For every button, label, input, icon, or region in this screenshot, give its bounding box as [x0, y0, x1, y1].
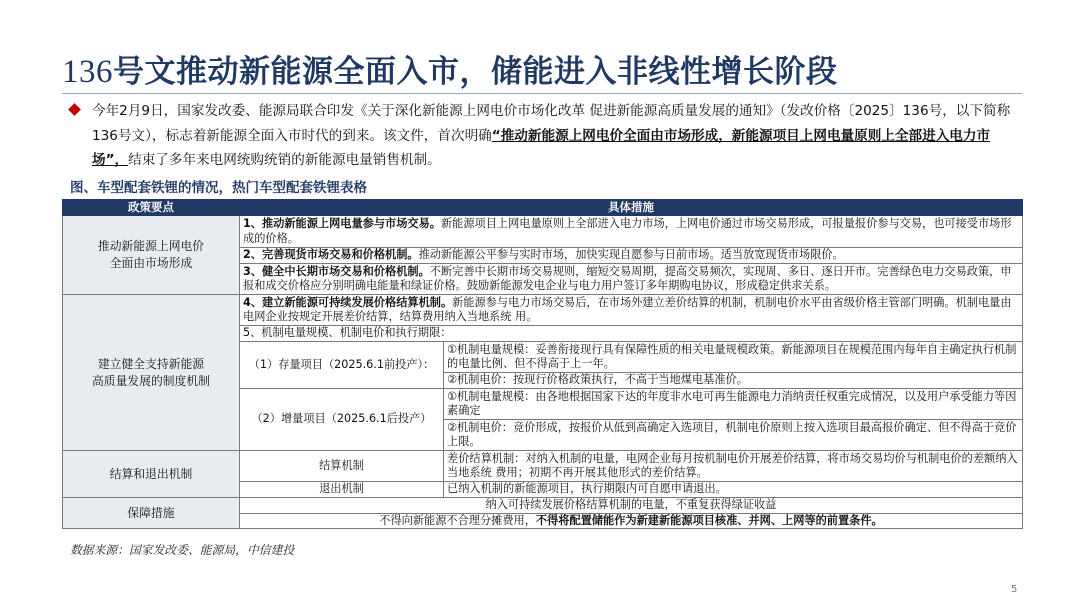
- table-row: [63, 216, 1023, 248]
- safeguard-2: 不得向新能源不合理分摊费用，不得将配置储能作为新建新能源项目核准、并网、上网等的前置条件。: [240, 513, 1023, 529]
- policy-table: [62, 199, 1023, 529]
- exit-label: 退出机制: [240, 482, 444, 498]
- intro-paragraph: [70, 99, 1025, 173]
- existing-price: ②机制电价：按现行价格政策执行，不高于当地煤电基准价。: [444, 373, 1023, 389]
- existing-scale: ①机制电量规模：妥善衔接现行具有保障性质的相关电量规模政策。新能源项目在规模范围内每年自主确定执行机制的电量比例、但不得高于上一年。: [444, 342, 1023, 373]
- exit-text: 已纳入机制的新能源项目，执行期限内可自愿申请退出。: [444, 482, 1023, 498]
- intro-text-2: 结束了多年来电网统购统销的新能源电量销售机制。: [128, 152, 441, 168]
- new-scale: ①机制电量规模：由各地根据国家下达的年度非水电可再生能源电力消纳责任权重完成情况，以及用户承受能力等因素确定: [444, 389, 1023, 420]
- settlement-text: 差价结算机制：对纳入机制的电量，电网企业每月按机制电价开展差价结算，将市场交易均价与机制电价的差额纳入当地系统 费用；初期不再开展其他形式的差价结算。: [444, 451, 1023, 482]
- section-label-market: 推动新能源上网电价 全面由市场形成: [63, 216, 240, 295]
- figure-title: 图、车型配套铁锂的情况，热门车型配套铁锂表格: [70, 180, 367, 196]
- new-projects-label: （2）增量项目（2025.6.1后投产）: [240, 389, 444, 451]
- section-label-safeguards: 保障措施: [63, 498, 240, 529]
- title-text: 号文推动新能源全面入市，储能进入非线性增长阶段: [113, 54, 838, 90]
- header-measures: 具体措施: [240, 200, 1023, 216]
- page-title: [62, 46, 838, 91]
- measure-1: 1、推动新能源上网电量参与市场交易。新能源项目上网电量原则上全部进入电力市场，上网电价通过市场交易形成，可报量报价参与交易，也可接受市场形成的价格。: [240, 216, 1023, 248]
- existing-projects-label: （1）存量项目（2025.6.1前投产）：: [240, 342, 444, 389]
- measure-2: 2、完善现货市场交易和价格机制。推动新能源公平参与实时市场，加快实现自愿参与日前市场。适当放宽现货市场限价。: [240, 248, 1023, 264]
- safeguard-1: 纳入可持续发展价格结算机制的电量，不重复获得绿证收益: [240, 498, 1023, 514]
- data-source: 数据来源：国家发改委、能源局，中信建投: [70, 543, 295, 557]
- diamond-bullet-icon: [68, 103, 81, 116]
- title-number: 136: [62, 54, 113, 90]
- measure-5: 5、机制电量规模、机制电价和执行期限：: [240, 326, 1023, 342]
- page-number: 5: [1011, 584, 1018, 595]
- measure-4: 4、建立新能源可持续发展价格结算机制。新能源参与电力市场交易后，在市场外建立差价结算的机制，机制电价水平由省级价格主管部门明确。机制电量由电网企业按规定开展差价结算，结算费用纳入当地系统 用。: [240, 295, 1023, 326]
- section-label-mechanism: 建立健全支持新能源 高质量发展的制度机制: [63, 295, 240, 451]
- section-label-settlement: 结算和退出机制: [63, 451, 240, 498]
- title-divider: [62, 93, 1022, 94]
- settlement-label: 结算机制: [240, 451, 444, 482]
- table-row: [63, 498, 1023, 514]
- table-row: [63, 451, 1023, 482]
- new-price: ②机制电价：竞价形成，按报价从低到高确定入选项目，机制电价原则上按入选项目最高报价确定、但不得高于竞价上限。: [444, 420, 1023, 451]
- intro-highlight: “推动新能源上网电价全面由市场形成，新能源项目上网电量原则上全部进入电力市场”，: [92, 127, 991, 168]
- table-row: [63, 295, 1023, 326]
- header-policy-points: 政策要点: [63, 200, 240, 216]
- table-header-row: [63, 200, 1023, 216]
- measure-3: 3、健全中长期市场交易和价格机制。不断完善中长期市场交易规则，缩短交易周期，提高交易频次，实现周、多日、逐日开市。完善绿色电力交易政策，申报和成交价格应分别明确电能量和绿证价格。鼓励新能源发电企业与电力用户签订多年期购电协议，形成稳定供求关系。: [240, 264, 1023, 295]
- intro-text-1: 今年2月9日，国家发改委、能源局联合印发《关于深化新能源上网电价市场化改革 促进新能源高质量发展的通知》（发改价格〔2025〕136号，以下简称136号文），标志着新能源全面入市时代的到来。该文件，首次明确: [92, 103, 1011, 144]
